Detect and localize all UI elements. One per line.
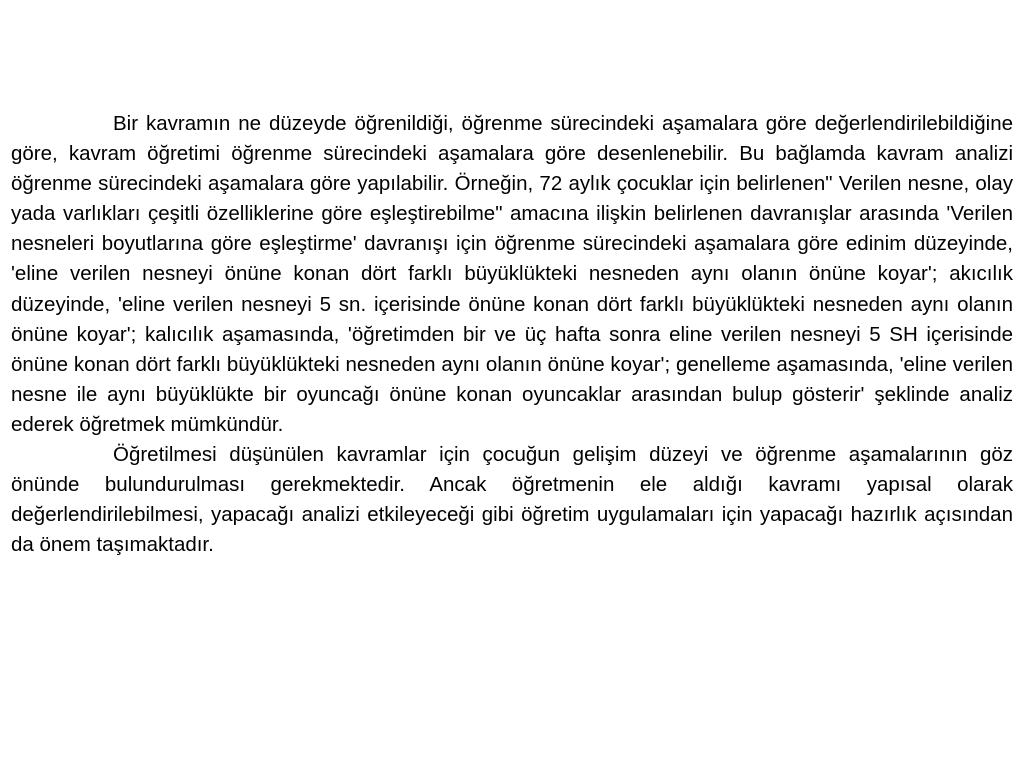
paragraph-teaching-preparation: Öğretilmesi düşünülen kavramlar için çocuğun gelişim düzeyi ve öğrenme aşamalarının göz önünde bulundurulması gerekmektedir. Ancak öğretmenin ele aldığı kavramı yapısal olarak değerlendirilebilmesi, yapacağı analizi etkileyeceği gibi öğretim uygulamaları için yapacağı hazırlık açısından da önem taşımaktadır.: [11, 443, 1013, 557]
paragraph-concept-analysis: Bir kavramın ne düzeyde öğrenildiği, öğrenme sürecindeki aşamalara göre değerlendirilebildiğine göre, kavram öğretimi öğrenme sürecindeki aşamalara göre desenlenebilir. Bu bağlamda kavram analizi öğrenme sürecindeki aşamalara göre yapılabilir. Örneğin, 72 aylık çocuklar için belirlenen" Verilen nesne, olay yada varlıkları çeşitli özelliklerine göre eşleştirebilme" amacına ilişkin belirlenen davranışlar arasında 'Verilen nesneleri boyutlarına göre eşleştirme' davranışı için öğrenme sürecindeki aşamalara göre edinim düzeyinde, 'eline verilen nesneyi önüne konan dört farklı büyüklükteki nesneden aynı olanın önüne koyar'; akıcılık düzeyinde, 'eline verilen nesneyi 5 sn. içerisinde önüne konan dört farklı büyüklükteki nesneden aynı olanın önüne koyar'; kalıcılık aşamasında, 'öğretimden bir ve üç hafta sonra eline verilen nesneyi 5 SH içerisinde önüne konan dört farklı büyüklükteki nesneden aynı olanın önüne koyar'; genelleme aşamasında, 'eline verilen nesne ile aynı büyüklükte bir oyuncağı önüne konan oyuncaklar arasından bulup gösterir' şeklinde analiz ederek öğretmek mümkündür.: [11, 112, 1013, 436]
body-text: [11, 109, 1013, 560]
